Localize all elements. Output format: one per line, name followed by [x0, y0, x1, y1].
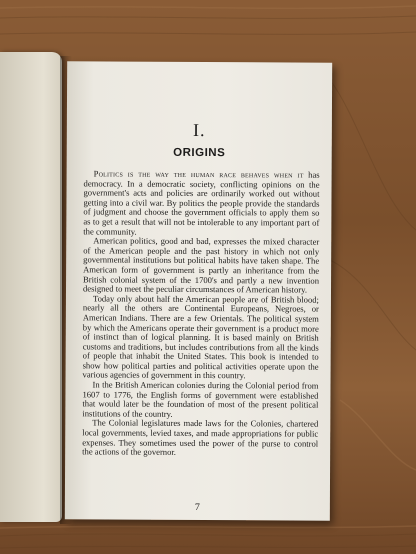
book-page	[65, 61, 332, 520]
chapter-number: I.	[193, 119, 206, 141]
chapter-body-text	[82, 169, 320, 458]
page-number: 7	[194, 501, 200, 514]
chapter-title: ORIGINS	[173, 146, 226, 160]
paragraph: The Colonial legislatures made laws for the Colonies, chartered local governments, levied taxes, and made appropriations for public expenses. They sometimes used the power of the purse to control the actions of the governor.	[82, 417, 319, 458]
left-book-page	[0, 52, 62, 522]
paragraph: Today only about half the American people are of British blood; nearly all the others are Continental Europeans, Negroes, or American Indians. There are a few Orientals. The political system by which the Americans operate their government is a product more of instinct than of logical planning. It is based mainly on British customs and traditions, but includes contributions from all the kinds of people that inhabit the United States. This book is intended to show how political parties and political activities operate upon the various agencies of government in this country.	[82, 293, 319, 381]
paragraph: American politics, good and bad, expresses the mixed character of the American people and the past history in which not only governmental institutions but political habits have taken shape. The American form of government is partly an inheritance from the British colonial system of the 1700's and partly a new invention designed to meet the peculiar circumstances of American history.	[82, 235, 320, 295]
paragraph: In the British American colonies during the Colonial period from 1607 to 1776, the English forms of government were established that would later be the foundation of most of the present political institutions of the country.	[82, 379, 319, 419]
small-caps-lead: Politics is the way the human race behaves when it	[93, 168, 304, 180]
paragraph: Politics is the way the human race behaves when it has democracy. In a democratic society, conflicting opinions on the government's acts and policies are ordinarily worked out without getting into a civil war. By politics the people provide the standards of judgment and choose the government officials to apply them so as to get a result that will not be intolerable to any important part of the community.	[83, 168, 320, 237]
